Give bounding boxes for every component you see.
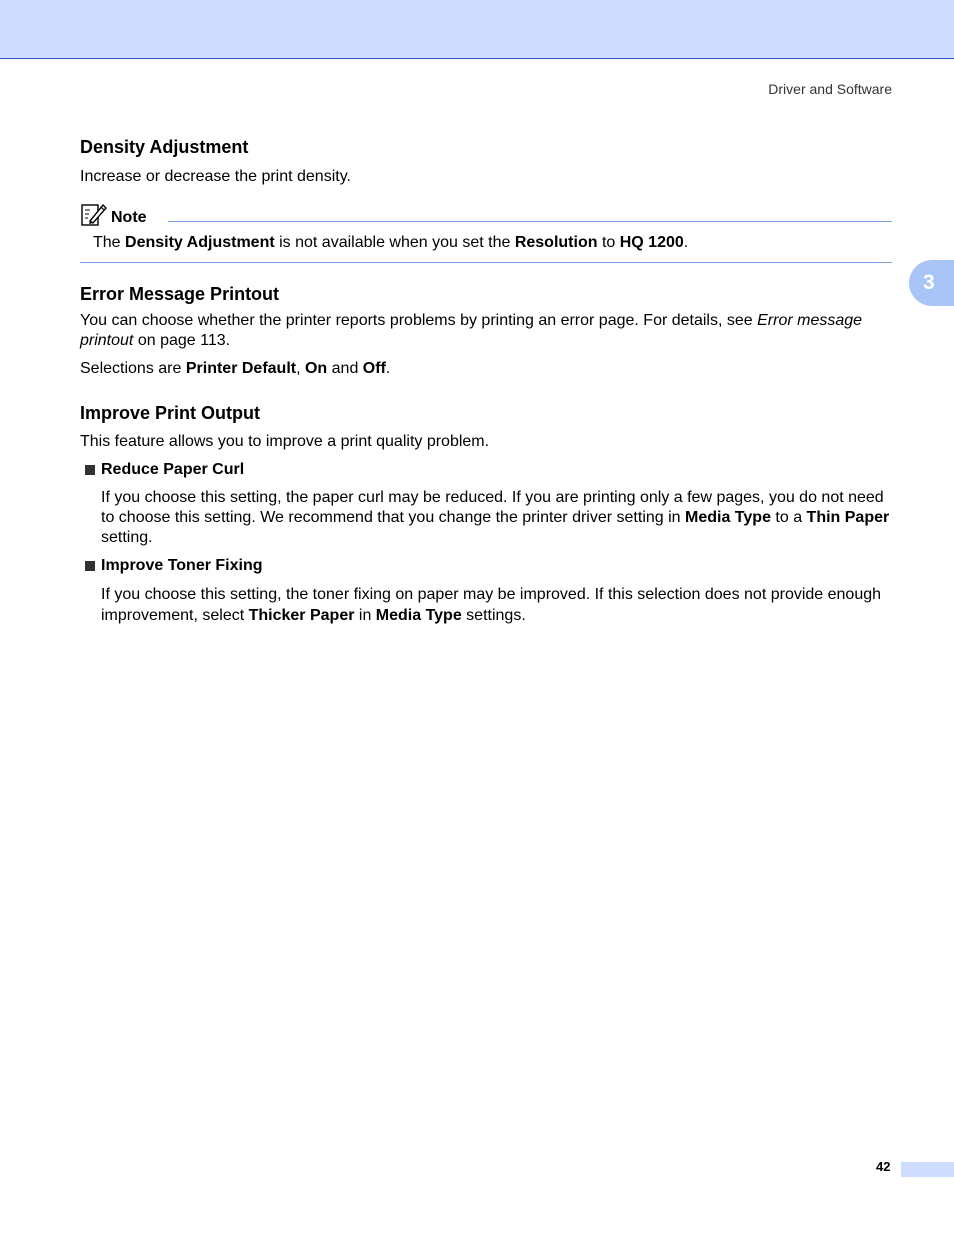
- cross-reference-link[interactable]: Error message printout: [80, 312, 863, 349]
- bullet-square-icon: [85, 561, 95, 571]
- improve-output-text: This feature allows you to improve a print quality problem.: [80, 433, 490, 450]
- error-printout-description: You can choose whether the printer reports problems by printing an error page. For details, see Error message printout on page 113.: [80, 312, 863, 349]
- running-header: Driver and Software: [768, 81, 892, 97]
- bullet-item-description: If you choose this setting, the toner fixing on paper may be improved. If this selection does not provide enough improvement, select Thicker Paper in Media Type settings.: [101, 586, 882, 624]
- header-band: [0, 0, 954, 59]
- note-divider-bottom: [80, 262, 892, 263]
- note-label: Note: [111, 209, 147, 226]
- footer-band: [901, 1162, 954, 1177]
- density-heading: Density Adjustment: [80, 137, 249, 157]
- note-text: The Density Adjustment is not available when you set the Resolution to HQ 1200.: [93, 234, 689, 251]
- error-printout-heading: Error Message Printout: [80, 284, 280, 304]
- density-text: Increase or decrease the print density.: [80, 168, 351, 185]
- note-pencil-icon: [80, 201, 108, 227]
- note-divider-top: [168, 221, 892, 222]
- bullet-item-title: Reduce Paper Curl: [85, 460, 892, 480]
- chapter-tab: [909, 260, 954, 306]
- bullet-square-icon: [85, 465, 95, 475]
- error-printout-selections: Selections are Printer Default, On and Off.: [80, 360, 391, 377]
- page-content: [80, 136, 892, 626]
- note-header: [80, 201, 147, 227]
- improve-output-heading: Improve Print Output: [80, 403, 260, 423]
- note-box: [80, 201, 892, 263]
- bullet-item-title: Improve Toner Fixing: [85, 556, 892, 576]
- chapter-number: 3: [923, 271, 935, 294]
- bullet-item-description: If you choose this setting, the paper curl may be reduced. If you are printing only a few pages, you do not need to choose this setting. We recommend that you change the printer driver setting in Media Type to a Thin Paper setting.: [101, 489, 890, 546]
- page-number: 42: [876, 1159, 891, 1174]
